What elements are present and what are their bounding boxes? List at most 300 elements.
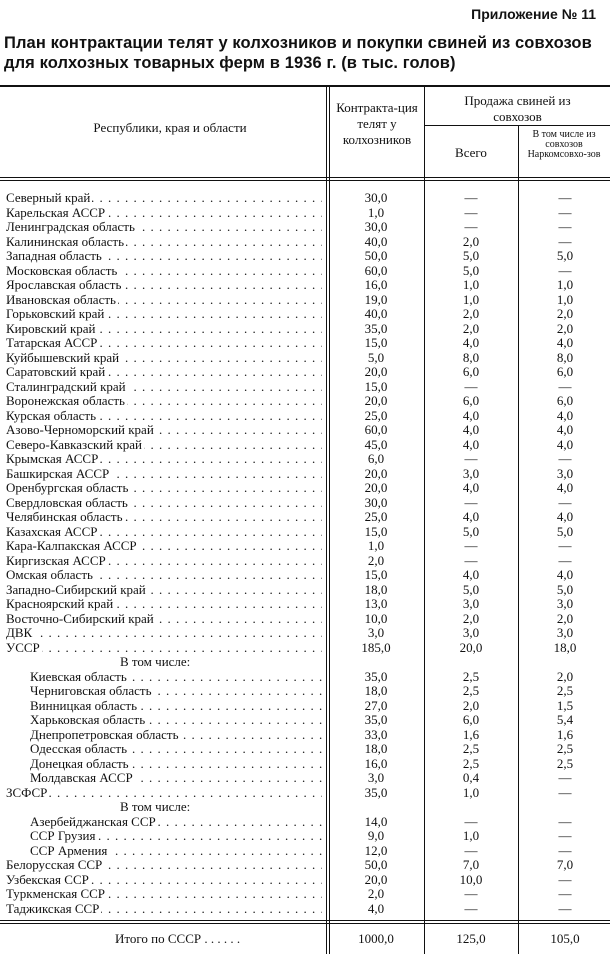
table-row <box>0 815 610 830</box>
pigs-total-value: 4,0 <box>462 509 480 524</box>
calves-value: 20,0 <box>364 364 388 379</box>
calves-value: 18,0 <box>364 581 388 597</box>
table-row <box>0 568 610 583</box>
table-row <box>0 670 610 685</box>
calves-value: 20,0 <box>364 480 388 495</box>
pigs-total-value: 1,0 <box>462 828 480 843</box>
pigs-total-value: 2,0 <box>462 306 480 321</box>
calves-value: 16,0 <box>364 755 388 771</box>
table-row <box>0 713 610 728</box>
pigs-narkom-value: — <box>558 552 572 568</box>
table-row <box>0 380 610 395</box>
region-name <box>6 409 322 424</box>
calves-value: 20,0 <box>364 465 388 481</box>
calves-value: 60,0 <box>364 262 388 278</box>
region-label: Днепропетровская область <box>30 727 179 742</box>
region-name <box>6 293 322 308</box>
region-name <box>30 699 322 714</box>
region-name <box>6 206 322 221</box>
table-row <box>0 467 610 482</box>
region-name <box>6 873 322 888</box>
table-top-rule <box>0 85 610 87</box>
region-label: Челябинская область <box>6 510 123 524</box>
region-label: Курская область <box>6 408 97 423</box>
region-name <box>30 728 322 743</box>
table-row <box>0 887 610 902</box>
pigs-narkom-value: 4,0 <box>556 567 574 582</box>
pigs-narkom-value: 1,0 <box>556 291 574 307</box>
calves-value: 35,0 <box>364 668 388 684</box>
table-row <box>0 583 610 598</box>
table-row <box>0 235 610 250</box>
region-label: Кара-Калпакская АССР <box>6 539 137 553</box>
pigs-narkom-value: 5,0 <box>556 523 574 539</box>
calves-value: 1,0 <box>367 538 385 553</box>
region-label: Башкирская АССР <box>6 466 110 481</box>
table-row <box>0 510 610 525</box>
table-row <box>0 771 610 786</box>
pigs-total-value: 2,5 <box>462 668 480 684</box>
region-name <box>6 568 322 583</box>
region-label: Московская область <box>6 263 118 278</box>
calves-value: 60,0 <box>364 422 388 437</box>
pigs-total-value: — <box>464 494 478 510</box>
pigs-narkom-value: 1,0 <box>556 277 574 292</box>
pigs-total-value: 2,0 <box>462 233 480 249</box>
pigs-narkom-value: — <box>558 538 572 553</box>
region-label: УССР <box>6 640 40 655</box>
pigs-narkom-value: 1,5 <box>556 697 574 713</box>
header-pigs-narkom: В том числе из совхозов Наркомсовхо-зов <box>527 129 601 160</box>
region-name <box>6 481 322 496</box>
region-name <box>6 858 322 873</box>
pigs-narkom-value: — <box>558 813 572 829</box>
calves-value: 25,0 <box>364 509 388 524</box>
region-label: Сталинградский край <box>6 379 126 394</box>
table-row <box>0 902 610 917</box>
pigs-narkom-value: 3,0 <box>556 596 574 611</box>
region-label: Калининская область <box>6 234 125 249</box>
calves-value: 50,0 <box>364 857 388 872</box>
calves-value: 6,0 <box>367 451 385 466</box>
table-row <box>0 829 610 844</box>
calves-value: 12,0 <box>364 842 388 858</box>
pigs-narkom-value: — <box>558 828 572 843</box>
region-name <box>120 800 436 815</box>
pigs-total-value: 10,0 <box>459 871 483 887</box>
region-label: Таджикская ССР <box>6 901 100 916</box>
region-name <box>30 684 322 699</box>
calves-value: 27,0 <box>364 697 388 713</box>
pigs-narkom-value: — <box>558 784 572 800</box>
pigs-total-value: 2,0 <box>462 320 480 336</box>
region-label: Горьковский край <box>6 307 105 321</box>
table-row <box>0 394 610 409</box>
table-row <box>0 844 610 859</box>
table-row <box>0 786 610 801</box>
region-name <box>6 264 322 279</box>
pigs-total-value: 4,0 <box>462 436 480 452</box>
pigs-narkom-value: 5,0 <box>556 248 574 263</box>
calves-value: 16,0 <box>364 277 388 292</box>
region-label: Омская область <box>6 568 93 582</box>
subgroup-heading <box>0 800 610 815</box>
region-label: Туркменская ССР <box>6 887 106 901</box>
pigs-total-value: 2,5 <box>462 683 480 698</box>
pigs-narkom-value: — <box>558 900 572 916</box>
table-row <box>0 757 610 772</box>
pigs-total-value: 8,0 <box>462 349 480 365</box>
pigs-total-value: — <box>464 552 478 568</box>
region-label: Воронежская область <box>6 394 125 408</box>
pigs-narkom-value: — <box>558 842 572 858</box>
pigs-total-value: 6,0 <box>462 393 480 408</box>
table-row <box>0 699 610 714</box>
region-label: Ивановская область <box>6 292 116 307</box>
pigs-total-value: — <box>464 219 478 234</box>
region-name <box>6 322 322 337</box>
pigs-total-value: — <box>464 190 478 205</box>
table-row <box>0 409 610 424</box>
table-row <box>0 293 610 308</box>
pigs-narkom-value: — <box>558 190 572 205</box>
region-name <box>30 771 322 786</box>
region-label: Западная область <box>6 249 102 263</box>
pigs-total-value: 20,0 <box>459 639 483 655</box>
calves-value: 15,0 <box>364 378 388 394</box>
table-row <box>0 220 610 235</box>
pigs-total-value: 1,0 <box>462 784 480 800</box>
table-row <box>0 423 610 438</box>
calves-value: 15,0 <box>364 335 388 350</box>
pigs-narkom-value: 3,0 <box>556 625 574 640</box>
pigs-total-value: 0,4 <box>462 770 480 785</box>
region-label: ЗСФСР <box>6 785 48 800</box>
pigs-total-value: — <box>464 813 478 829</box>
calves-value: 33,0 <box>364 726 388 742</box>
pigs-total-value: — <box>464 886 478 901</box>
calves-value: 13,0 <box>364 596 388 611</box>
region-label: Оренбургская область <box>6 481 129 495</box>
header-pigs-sale: Продажа свиней из совхозов <box>464 93 571 124</box>
pigs-narkom-value: — <box>558 262 572 278</box>
region-name <box>6 249 322 264</box>
calves-value: 35,0 <box>364 712 388 727</box>
pigs-total-value: 5,0 <box>462 523 480 539</box>
region-name <box>6 467 322 482</box>
pigs-narkom-value: — <box>558 886 572 901</box>
region-label: Красноярский край <box>6 597 114 611</box>
region-label: Куйбышевский край <box>6 350 120 365</box>
region-name <box>6 438 322 453</box>
table-row <box>0 496 610 511</box>
pigs-total-value: — <box>464 842 478 858</box>
region-name <box>6 452 322 467</box>
pigs-total-value: 2,5 <box>462 741 480 756</box>
total-label: Итого по СССР . . . . . . <box>115 931 241 946</box>
region-name <box>6 235 322 250</box>
region-label: Киргизская АССР <box>6 553 106 568</box>
region-name <box>6 307 322 322</box>
pigs-total-value: 5,0 <box>462 262 480 278</box>
table-row <box>0 351 610 366</box>
pigs-total-value: 1,0 <box>462 277 480 292</box>
pigs-narkom-value: 5,0 <box>556 581 574 597</box>
region-label: Одесская область <box>30 742 128 756</box>
region-name <box>6 626 322 641</box>
region-name <box>6 351 322 366</box>
pigs-narkom-value: 2,0 <box>556 306 574 321</box>
table-row <box>0 742 610 757</box>
pigs-narkom-value: 2,5 <box>556 755 574 771</box>
region-label: Свердловская область <box>6 495 128 510</box>
calves-value: 20,0 <box>364 393 388 408</box>
table-row <box>0 264 610 279</box>
pigs-narkom-value: — <box>558 204 572 220</box>
pigs-narkom-value: 4,0 <box>556 480 574 495</box>
calves-value: 35,0 <box>364 320 388 336</box>
pigs-narkom-value: — <box>558 770 572 785</box>
region-name <box>6 220 322 235</box>
pigs-narkom-value: — <box>558 233 572 249</box>
pigs-total-value: 4,0 <box>462 335 480 350</box>
region-name <box>6 902 322 917</box>
region-label: Ярославская область <box>6 278 122 292</box>
region-label: ССР Грузия <box>30 829 96 843</box>
region-label: Татарская АССР <box>6 336 98 350</box>
total-pigs-narkom: 105,0 <box>550 931 580 946</box>
pigs-narkom-value: 2,5 <box>556 683 574 698</box>
table-row <box>0 684 610 699</box>
pigs-total-value: 6,0 <box>462 712 480 727</box>
region-name <box>6 496 322 511</box>
table-row <box>0 554 610 569</box>
total-pigs: 125,0 <box>456 931 486 946</box>
calves-value: 50,0 <box>364 248 388 263</box>
pigs-total-value: — <box>464 538 478 553</box>
table-row <box>0 597 610 612</box>
table-row <box>0 641 610 656</box>
pigs-narkom-value: 2,0 <box>556 610 574 626</box>
table-row <box>0 612 610 627</box>
region-label: Казахская АССР <box>6 524 98 539</box>
calves-value: 25,0 <box>364 407 388 423</box>
region-label: ССР Армения <box>30 843 108 858</box>
region-name <box>6 423 322 438</box>
calves-value: 35,0 <box>364 784 388 800</box>
region-label: Черниговская область <box>30 684 152 698</box>
region-label: Кировский край <box>6 321 96 336</box>
pigs-total-value: 2,5 <box>462 755 480 771</box>
pigs-total-value: — <box>464 204 478 220</box>
region-name <box>6 510 322 525</box>
table-row <box>0 278 610 293</box>
pigs-total-value: — <box>464 900 478 916</box>
appendix-label: Приложение № 11 <box>471 6 596 22</box>
region-name <box>30 829 322 844</box>
calves-value: 4,0 <box>367 900 385 916</box>
pigs-narkom-value: — <box>558 451 572 466</box>
calves-value: 18,0 <box>364 683 388 698</box>
subheader-rule <box>424 125 610 126</box>
calves-value: 45,0 <box>364 436 388 452</box>
pigs-narkom-value: 4,0 <box>556 436 574 452</box>
page-title: План контрактации телят у колхозников и покупки свиней из совхозов для колхозных товарных ферм в 1936 г. (в тыс. голов) <box>4 34 592 72</box>
pigs-total-value: 5,0 <box>462 581 480 597</box>
pigs-narkom-value: 6,0 <box>556 364 574 379</box>
pigs-total-value: 2,0 <box>462 697 480 713</box>
region-label: Саратовский край <box>6 365 106 379</box>
region-name <box>6 365 322 380</box>
table-row <box>0 322 610 337</box>
pigs-total-value: 4,0 <box>462 422 480 437</box>
table-row <box>0 452 610 467</box>
calves-value: 40,0 <box>364 233 388 249</box>
pigs-total-value: 6,0 <box>462 364 480 379</box>
calves-value: 14,0 <box>364 813 388 829</box>
calves-value: 1,0 <box>367 204 385 220</box>
region-name <box>120 655 436 670</box>
region-name <box>6 525 322 540</box>
pigs-narkom-value: 2,0 <box>556 668 574 684</box>
calves-value: 30,0 <box>364 190 388 205</box>
table-row <box>0 307 610 322</box>
table-row <box>0 206 610 221</box>
calves-value: 185,0 <box>361 639 391 655</box>
pigs-total-value: 3,0 <box>462 625 480 640</box>
region-label: Карельская АССР <box>6 205 106 220</box>
table-row <box>0 336 610 351</box>
pigs-narkom-value: 4,0 <box>556 509 574 524</box>
table-row <box>0 191 610 206</box>
table-row <box>0 365 610 380</box>
region-label: Молдавская АССР <box>30 771 133 785</box>
header-pigs-total: Всего <box>455 145 487 160</box>
pigs-narkom-value: 2,0 <box>556 320 574 336</box>
region-name <box>6 887 322 902</box>
region-name <box>6 278 322 293</box>
pigs-narkom-value: 4,0 <box>556 422 574 437</box>
pigs-narkom-value: — <box>558 871 572 887</box>
calves-value: 30,0 <box>364 219 388 234</box>
table-row <box>0 873 610 888</box>
pigs-total-value: 5,0 <box>462 248 480 263</box>
region-label: Азово-Черноморский край <box>6 423 154 437</box>
region-label: Донецкая область <box>30 756 129 771</box>
region-label: ДВК <box>6 626 33 640</box>
pigs-narkom-value: 1,6 <box>556 726 574 742</box>
region-name <box>30 742 322 757</box>
pigs-total-value: 3,0 <box>462 465 480 481</box>
region-label: Азербейджанская ССР <box>30 814 156 829</box>
region-name <box>30 713 322 728</box>
region-label: Узбекская ССР <box>6 872 89 887</box>
calves-value: 9,0 <box>367 828 385 843</box>
region-label: Белорусская ССР <box>6 858 103 872</box>
pigs-total-value: 7,0 <box>462 857 480 872</box>
calves-value: 20,0 <box>364 871 388 887</box>
total-calves: 1000,0 <box>358 931 394 946</box>
pigs-total-value: — <box>464 451 478 466</box>
calves-value: 30,0 <box>364 494 388 510</box>
region-name <box>30 815 322 830</box>
calves-value: 18,0 <box>364 741 388 756</box>
table-row <box>0 249 610 264</box>
pigs-total-value: 1,0 <box>462 291 480 307</box>
pigs-total-value: 2,0 <box>462 610 480 626</box>
region-name <box>6 583 322 598</box>
pigs-total-value: 4,0 <box>462 567 480 582</box>
calves-value: 19,0 <box>364 291 388 307</box>
region-label: В том числе: <box>120 800 191 814</box>
pigs-total-value: 1,6 <box>462 726 480 742</box>
pigs-total-value: 4,0 <box>462 480 480 495</box>
table-row <box>0 539 610 554</box>
header-region: Республики, края и области <box>93 120 247 135</box>
table-row <box>0 438 610 453</box>
pigs-narkom-value: 2,5 <box>556 741 574 756</box>
region-name <box>6 336 322 351</box>
pigs-total-value: 4,0 <box>462 407 480 423</box>
pigs-narkom-value: 6,0 <box>556 393 574 408</box>
table-row <box>0 525 610 540</box>
calves-value: 2,0 <box>367 552 385 568</box>
region-label: Винницкая область <box>30 698 138 713</box>
pigs-narkom-value: — <box>558 219 572 234</box>
region-label: Ленинградская область <box>6 220 135 234</box>
calves-value: 10,0 <box>364 610 388 626</box>
region-label: Западно-Сибирский край <box>6 582 146 597</box>
region-label: Крымская АССР <box>6 452 99 466</box>
region-name <box>6 597 322 612</box>
calves-value: 15,0 <box>364 523 388 539</box>
region-label: Харьковская область <box>30 713 146 727</box>
header-calves: Контракта-ция телят у колхозников <box>336 100 418 147</box>
region-label: Киевская область <box>30 669 127 684</box>
region-name <box>6 380 322 395</box>
region-name <box>30 757 322 772</box>
region-name <box>6 394 322 409</box>
pigs-narkom-value: 4,0 <box>556 407 574 423</box>
pigs-narkom-value: — <box>558 378 572 394</box>
region-label: Восточно-Сибирский край <box>6 611 154 626</box>
calves-value: 15,0 <box>364 567 388 582</box>
pigs-narkom-value: 4,0 <box>556 335 574 350</box>
calves-value: 3,0 <box>367 625 385 640</box>
pigs-narkom-value: 18,0 <box>553 639 577 655</box>
pigs-total-value: 3,0 <box>462 596 480 611</box>
region-label: Северный край <box>6 191 91 205</box>
region-name <box>6 191 322 206</box>
pigs-narkom-value: 5,4 <box>556 712 574 727</box>
calves-value: 40,0 <box>364 306 388 321</box>
calves-value: 5,0 <box>367 349 385 365</box>
region-name <box>6 641 322 656</box>
table-row <box>0 626 610 641</box>
region-label: В том числе: <box>120 655 191 669</box>
subgroup-heading <box>0 655 610 670</box>
pigs-narkom-value: 8,0 <box>556 349 574 365</box>
region-label: Северо-Кавказский край <box>6 437 142 452</box>
region-name <box>6 612 322 627</box>
region-name <box>30 670 322 685</box>
pigs-narkom-value: 3,0 <box>556 465 574 481</box>
table-row <box>0 858 610 873</box>
table-row <box>0 481 610 496</box>
calves-value: 3,0 <box>367 770 385 785</box>
region-name <box>6 786 322 801</box>
region-name <box>30 844 322 859</box>
